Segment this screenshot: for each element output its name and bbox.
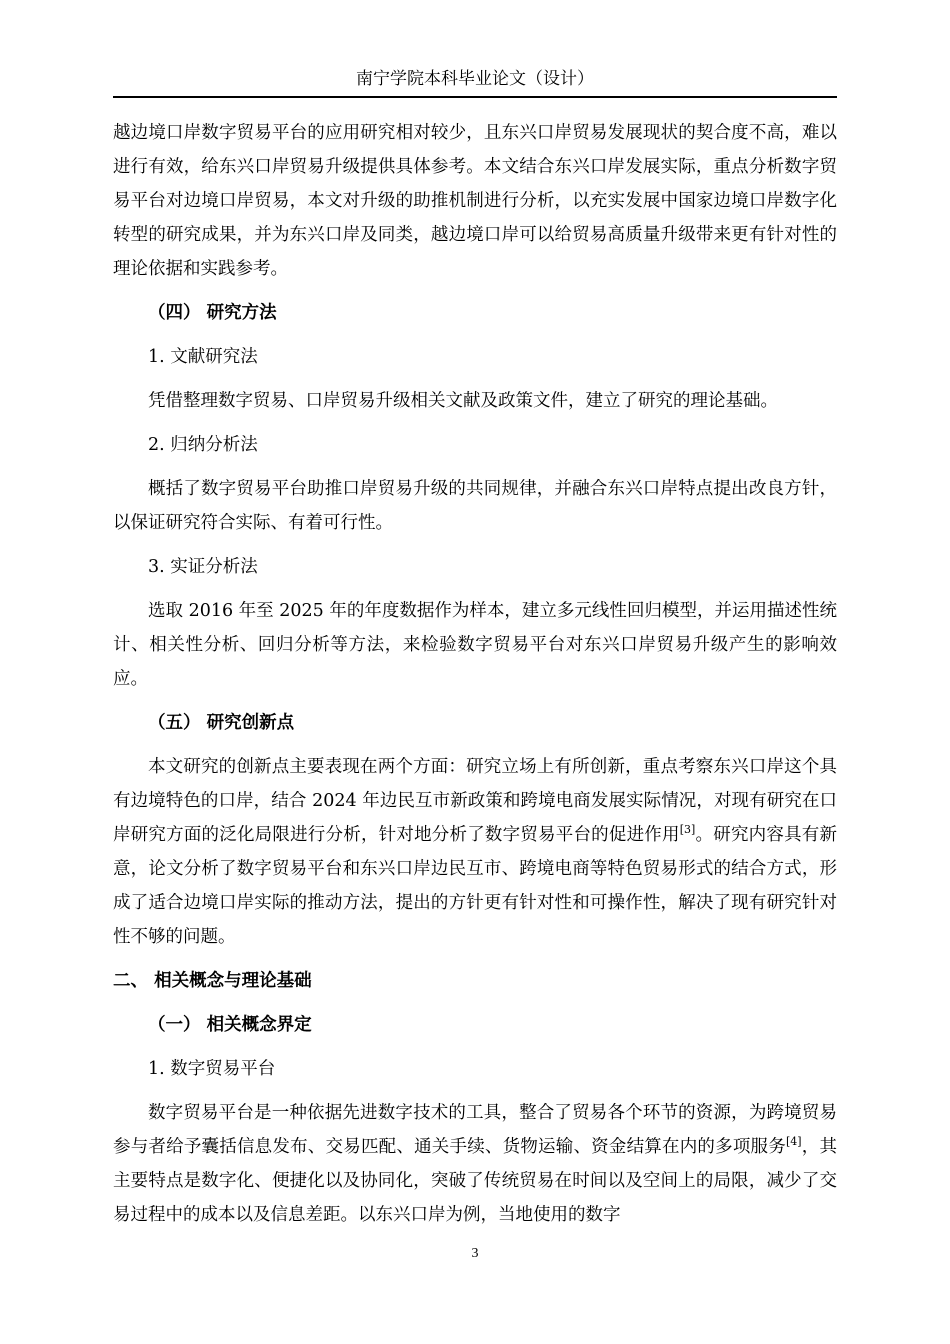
citation-4: [4] (785, 1135, 802, 1149)
section-5-heading: （五） 研究创新点 (148, 713, 295, 733)
subsection-1-heading: （一） 相关概念界定 (148, 1015, 312, 1035)
section-4-heading: （四） 研究方法 (148, 303, 277, 323)
method-2-title: 2. 归纳分析法 (148, 435, 258, 455)
page-body (113, 116, 837, 1232)
method-3-title: 3. 实证分析法 (148, 557, 258, 577)
page-header (113, 62, 837, 98)
continuation-paragraph: 越边境口岸数字贸易平台的应用研究相对较少，且东兴口岸贸易发展现状的契合度不高，难以进行有效，给东兴口岸贸易升级提供具体参考。本文结合东兴口岸发展实际，重点分析数字贸易平台对边境口岸贸易，本文对升级的助推机制进行分析，以充实发展中国家边境口岸数字化转型的研究成果，并为东兴口岸及同类，越边境口岸可以给贸易高质量升级带来更有针对性的理论依据和实践参考。 (113, 123, 837, 279)
method-1-title: 1. 文献研究法 (148, 347, 258, 367)
innovation-text-a: 本文研究的创新点主要表现在两个方面：研究立场上有所创新，重点考察东兴口岸这个具有边境特色的口岸，结合 2024 年边民互市新政策和跨境电商发展实际情况，对现有研究在口岸研究方面的泛化局限进行分析，针对地分析了数字贸易平台的促进作用 (113, 757, 837, 845)
concept-text-b: ，其主要特点是数字化、便捷化以及协同化，突破了传统贸易在时间以及空间上的局限，减少了交易过程中的成本以及信息差距。以东兴口岸为例，当地使用的数字 (113, 1137, 837, 1225)
method-3-paragraph: 选取 2016 年至 2025 年的年度数据作为样本，建立多元线性回归模型，并运用描述性统计、相关性分析、回归分析等方法，来检验数字贸易平台对东兴口岸贸易升级产生的影响效应。 (113, 601, 837, 689)
method-1-paragraph: 凭借整理数字贸易、口岸贸易升级相关文献及政策文件，建立了研究的理论基础。 (148, 391, 778, 411)
chapter-2-heading: 二、 相关概念与理论基础 (113, 971, 312, 991)
header-title: 南宁学院本科毕业论文（设计） (356, 69, 594, 89)
concept-1-paragraph (113, 1096, 837, 1232)
concept-text-a: 数字贸易平台是一种依据先进数字技术的工具，整合了贸易各个环节的资源，为跨境贸易参与者给予囊括信息发布、交易匹配、通关手续、货物运输、资金结算在内的多项服务 (113, 1103, 837, 1157)
innovation-text-b: 。研究内容具有新意，论文分析了数字贸易平台和东兴口岸边民互市、跨境电商等特色贸易形式的结合方式，形成了适合边境口岸实际的推动方法，提出的方针更有针对性和可操作性，解决了现有研究针对性不够的问题。 (113, 825, 838, 947)
innovation-paragraph (113, 750, 837, 954)
page-number: 3 (471, 1246, 479, 1261)
method-2-paragraph: 概括了数字贸易平台助推口岸贸易升级的共同规律，并融合东兴口岸特点提出改良方针，以保证研究符合实际、有着可行性。 (113, 479, 837, 533)
citation-3: [3] (679, 823, 696, 837)
concept-1-title: 1. 数字贸易平台 (148, 1059, 276, 1079)
